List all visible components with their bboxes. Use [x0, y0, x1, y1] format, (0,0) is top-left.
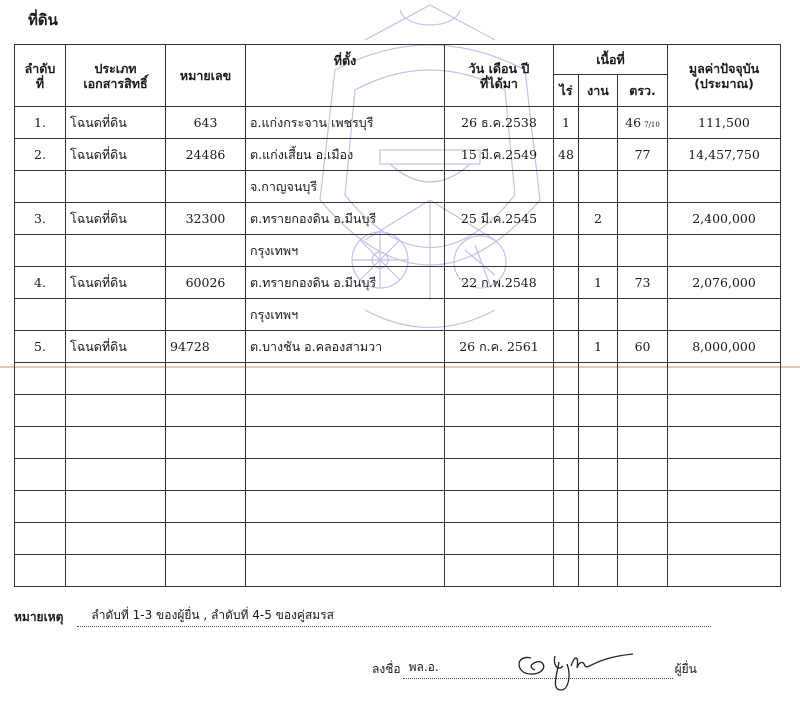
row-location: กรุงเทพฯ: [246, 299, 445, 331]
empty-cell: [66, 427, 166, 459]
empty-table-row: [15, 523, 781, 555]
empty-cell: [66, 395, 166, 427]
row-sq-wah: [618, 299, 668, 331]
empty-cell: [618, 395, 668, 427]
empty-cell: [15, 427, 66, 459]
empty-cell: [618, 459, 668, 491]
signature-label: ลงชื่อ: [372, 662, 401, 676]
row-date: [445, 171, 554, 203]
table-row: [15, 299, 781, 331]
empty-cell: [554, 555, 579, 587]
header-date: วัน เดือน ปี ที่ได้มา: [445, 45, 554, 107]
row-ngan: 1: [579, 331, 618, 363]
empty-cell: [246, 427, 445, 459]
table-row: [15, 203, 781, 235]
table-header-row: [15, 45, 781, 75]
row-sq-wah: 60: [618, 331, 668, 363]
table-row: [15, 171, 781, 203]
signature-block: [372, 660, 697, 679]
empty-cell: [246, 459, 445, 491]
empty-cell: [66, 459, 166, 491]
row-value: 111,500: [668, 107, 781, 139]
row-date: 26 ก.ค. 2561: [445, 331, 554, 363]
empty-cell: [66, 363, 166, 395]
empty-cell: [445, 491, 554, 523]
empty-table-row: [15, 491, 781, 523]
section-title: ที่ดิน: [28, 11, 58, 29]
row-doc-type: โฉนดที่ดิน: [66, 267, 166, 299]
row-date: 25 มี.ค.2545: [445, 203, 554, 235]
empty-cell: [66, 555, 166, 587]
empty-cell: [445, 363, 554, 395]
signer-role: ผู้ยื่น: [674, 662, 697, 676]
row-doc-type: โฉนดที่ดิน: [66, 331, 166, 363]
row-sq-wah: 46 7/10: [618, 107, 668, 139]
empty-cell: [579, 395, 618, 427]
row-rai: 48: [554, 139, 579, 171]
empty-cell: [668, 491, 781, 523]
empty-cell: [15, 555, 66, 587]
empty-cell: [445, 427, 554, 459]
row-seq: [15, 299, 66, 331]
row-date: [445, 299, 554, 331]
empty-cell: [66, 491, 166, 523]
row-ngan: 1: [579, 267, 618, 299]
empty-cell: [554, 523, 579, 555]
empty-cell: [618, 363, 668, 395]
header-location: ที่ตั้ง: [246, 45, 445, 107]
table-row: [15, 107, 781, 139]
row-location: ต.ทรายกองดิน อ.มีนบุรี: [246, 203, 445, 235]
empty-cell: [554, 427, 579, 459]
row-location: อ.แก่งกระจาน เพชรบุรี: [246, 107, 445, 139]
row-value: [668, 171, 781, 203]
empty-cell: [15, 491, 66, 523]
row-number: 24486: [166, 139, 246, 171]
row-ngan: 2: [579, 203, 618, 235]
empty-cell: [668, 395, 781, 427]
row-ngan: [579, 171, 618, 203]
row-number: [166, 235, 246, 267]
row-ngan: [579, 235, 618, 267]
row-rai: [554, 203, 579, 235]
empty-cell: [579, 363, 618, 395]
header-doc-type: ประเภท เอกสารสิทธิ์: [66, 45, 166, 107]
empty-cell: [445, 459, 554, 491]
row-location: ต.แก่งเสี้ยน อ.เมือง: [246, 139, 445, 171]
empty-cell: [554, 491, 579, 523]
empty-table-row: [15, 459, 781, 491]
empty-cell: [445, 555, 554, 587]
empty-cell: [246, 363, 445, 395]
row-value: [668, 235, 781, 267]
row-number: 643: [166, 107, 246, 139]
remark-label: หมายเหตุ: [14, 610, 64, 624]
row-seq: 1.: [15, 107, 66, 139]
row-date: 15 มี.ค.2549: [445, 139, 554, 171]
table-row: [15, 331, 781, 363]
empty-cell: [618, 427, 668, 459]
empty-table-row: [15, 395, 781, 427]
empty-cell: [554, 363, 579, 395]
header-ngan: งาน: [579, 75, 618, 107]
empty-cell: [579, 523, 618, 555]
row-rai: [554, 235, 579, 267]
empty-cell: [445, 395, 554, 427]
row-rai: 1: [554, 107, 579, 139]
row-doc-type: [66, 171, 166, 203]
row-location: ต.ทรายกองดิน อ.มีนบุรี: [246, 267, 445, 299]
empty-cell: [246, 523, 445, 555]
row-seq: [15, 235, 66, 267]
row-number: 32300: [166, 203, 246, 235]
row-rai: [554, 299, 579, 331]
row-doc-type: [66, 299, 166, 331]
sq-wah-fraction: 7/10: [644, 121, 660, 129]
empty-cell: [668, 363, 781, 395]
row-doc-type: โฉนดที่ดิน: [66, 203, 166, 235]
table-row: [15, 235, 781, 267]
row-sq-wah: 73: [618, 267, 668, 299]
header-number: หมายเลข: [166, 45, 246, 107]
empty-cell: [66, 523, 166, 555]
row-number: 94728: [166, 331, 246, 363]
row-sq-wah: [618, 203, 668, 235]
row-number: [166, 171, 246, 203]
row-doc-type: โฉนดที่ดิน: [66, 139, 166, 171]
remark-text: ลำดับที่ 1-3 ของผู้ยื่น , ลำดับที่ 4-5 ของคู่สมรส: [77, 606, 711, 627]
header-rai: ไร่: [554, 75, 579, 107]
empty-cell: [579, 555, 618, 587]
row-location: กรุงเทพฯ: [246, 235, 445, 267]
empty-cell: [166, 491, 246, 523]
row-sq-wah: [618, 171, 668, 203]
empty-cell: [166, 459, 246, 491]
row-ngan: [579, 139, 618, 171]
empty-table-row: [15, 427, 781, 459]
empty-cell: [579, 491, 618, 523]
row-number: [166, 299, 246, 331]
row-ngan: [579, 299, 618, 331]
empty-cell: [668, 459, 781, 491]
empty-cell: [166, 363, 246, 395]
row-location: จ.กาญจนบุรี: [246, 171, 445, 203]
empty-table-row: [15, 555, 781, 587]
empty-cell: [246, 395, 445, 427]
empty-cell: [166, 427, 246, 459]
row-rai: [554, 267, 579, 299]
empty-cell: [618, 555, 668, 587]
empty-cell: [15, 523, 66, 555]
empty-cell: [579, 427, 618, 459]
empty-cell: [15, 363, 66, 395]
row-value: 2,400,000: [668, 203, 781, 235]
row-date: [445, 235, 554, 267]
signer-rank: พล.อ.: [408, 660, 439, 674]
empty-cell: [554, 395, 579, 427]
empty-cell: [15, 459, 66, 491]
empty-cell: [246, 491, 445, 523]
empty-cell: [618, 491, 668, 523]
header-sq-wah: ตรว.: [618, 75, 668, 107]
table-body: [15, 107, 781, 587]
signature-line: [403, 662, 673, 679]
empty-cell: [166, 523, 246, 555]
row-date: 22 ก.พ.2548: [445, 267, 554, 299]
table-row: [15, 139, 781, 171]
row-value: 14,457,750: [668, 139, 781, 171]
row-seq: 5.: [15, 331, 66, 363]
row-seq: 2.: [15, 139, 66, 171]
empty-cell: [15, 395, 66, 427]
land-assets-table: [14, 44, 781, 587]
empty-table-row: [15, 363, 781, 395]
row-ngan: [579, 107, 618, 139]
row-seq: [15, 171, 66, 203]
row-value: 8,000,000: [668, 331, 781, 363]
row-doc-type: [66, 235, 166, 267]
row-value: 2,076,000: [668, 267, 781, 299]
table-row: [15, 267, 781, 299]
header-value: มูลค่าปัจจุบัน (ประมาณ): [668, 45, 781, 107]
row-date: 26 ธ.ค.2538: [445, 107, 554, 139]
empty-cell: [579, 459, 618, 491]
empty-cell: [445, 523, 554, 555]
empty-cell: [618, 523, 668, 555]
row-number: 60026: [166, 267, 246, 299]
empty-cell: [166, 395, 246, 427]
remark: [14, 606, 711, 627]
row-sq-wah: 77: [618, 139, 668, 171]
empty-cell: [668, 555, 781, 587]
row-rai: [554, 331, 579, 363]
empty-cell: [668, 523, 781, 555]
row-rai: [554, 171, 579, 203]
empty-cell: [246, 555, 445, 587]
header-area: เนื้อที่: [554, 45, 668, 75]
row-sq-wah: [618, 235, 668, 267]
row-doc-type: โฉนดที่ดิน: [66, 107, 166, 139]
empty-cell: [554, 459, 579, 491]
handwritten-signature-icon: [513, 644, 643, 694]
header-seq: ลำดับ ที่: [15, 45, 66, 107]
row-value: [668, 299, 781, 331]
empty-cell: [668, 427, 781, 459]
row-seq: 4.: [15, 267, 66, 299]
empty-cell: [166, 555, 246, 587]
row-location: ต.บางชัน อ.คลองสามวา: [246, 331, 445, 363]
row-seq: 3.: [15, 203, 66, 235]
